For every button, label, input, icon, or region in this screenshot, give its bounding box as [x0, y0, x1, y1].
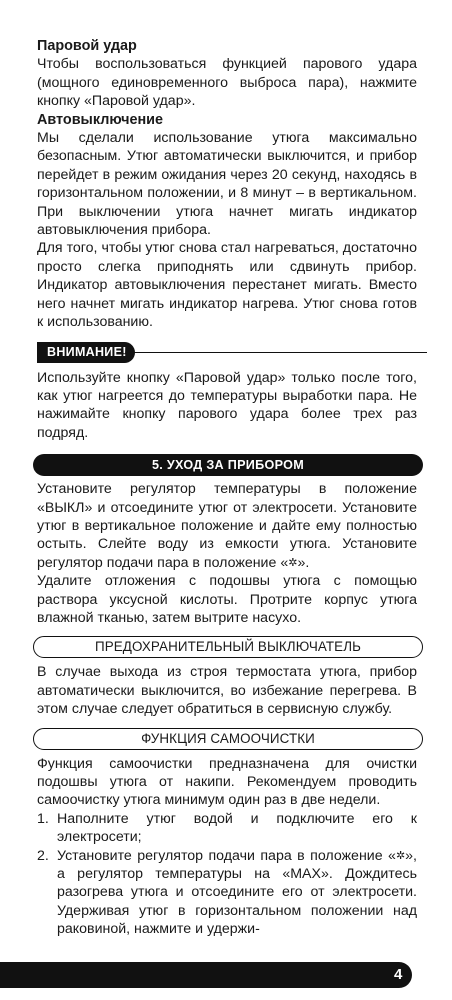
selfclean-step: [37, 810, 417, 847]
steam-burst-heading: Паровой удар: [37, 38, 137, 54]
page-number-bar: [0, 962, 412, 988]
steam-symbol-icon: ✲: [288, 556, 298, 569]
care-text-2: Удалите отложения с подошвы утюга с помощью раствора уксусной кислоты. Протрите корпус утюга влажной тканью, затем вытрите насухо.: [37, 573, 417, 626]
attention-text: Используйте кнопку «Паровой удар» только после того, как утюг нагреется до температуры выработки пара. Не нажимайте кнопку парового удара более трех раз подряд.: [37, 369, 417, 441]
selfclean-intro: Функция самоочистки предназначена для очистки подошвы утюга от накипи. Рекомендуем проводить самоочистку утюга минимум один раз в две недели.: [37, 755, 417, 809]
fuse-text: В случае выхода из строя термостата утюга, прибор автоматически выключится, во избежание перегрева. В этом случае следует обратиться в сервисную службу.: [37, 664, 417, 718]
care-text-start: Установите регулятор температуры в положение «ВЫКЛ» и отсоедините утюг от электросети. Установите утюг в вертикальное положение и дайте ему полностью остыть. Слейте воду из емкости утюга. Установите регулятор подачи пара в положение «: [37, 481, 417, 571]
auto-off-text-2: Для того, чтобы утюг снова стал нагреваться, достаточно просто слегка приподнять или сдвинуть прибор. Индикатор автовыключения перестанет мигать. Вместо него начнет мигать индикатор нагрева. Утюг снова готов к использованию.: [37, 240, 417, 331]
step-text-start: Установите регулятор подачи пара в положение «: [57, 847, 396, 864]
auto-off-text: Мы сделали использование утюга максимально безопасным. Утюг автоматически выключится, и прибор перейдет в режим ожидания через 20 секунд, находясь в горизонтальном положении, и 8 минут – в вертикальном. При выключении утюга начнет мигать индикатор автовыключения прибора.: [37, 130, 417, 239]
auto-off-heading: Автовыключение: [37, 111, 163, 128]
steam-burst-text: Чтобы воспользоваться функцией парового удара (мощного единовременного выброса пара), нажмите кнопку «Паровой удар».: [37, 56, 417, 110]
care-text: [37, 480, 417, 572]
selfclean-steps: [37, 810, 417, 939]
care-section-title: 5. УХОД ЗА ПРИБОРОМ: [33, 454, 423, 476]
step-text-end: », а регулятор температуры на «MAX». Дождитесь разогрева утюга и отсоедините его от электросети. Удерживая утюг в горизонтальном положении над раковиной, нажмите и удержи-: [57, 847, 417, 938]
steam-symbol-icon: ✲: [395, 849, 406, 862]
manual-page: [37, 37, 417, 939]
attention-callout: [37, 342, 417, 363]
selfclean-subheading: ФУНКЦИЯ САМООЧИСТКИ: [33, 728, 423, 750]
step-number: 1.: [37, 810, 49, 827]
attention-label: ВНИМАНИЕ!: [37, 342, 135, 363]
selfclean-step: [37, 847, 417, 939]
care-text-end: ».: [297, 554, 310, 571]
step-text: Наполните утюг водой и подключите его к электросети;: [57, 810, 417, 846]
fuse-subheading: ПРЕДОХРАНИТЕЛЬНЫЙ ВЫКЛЮЧАТЕЛЬ: [33, 636, 423, 658]
step-number: 2.: [37, 847, 49, 864]
page-number: 4: [394, 966, 403, 983]
